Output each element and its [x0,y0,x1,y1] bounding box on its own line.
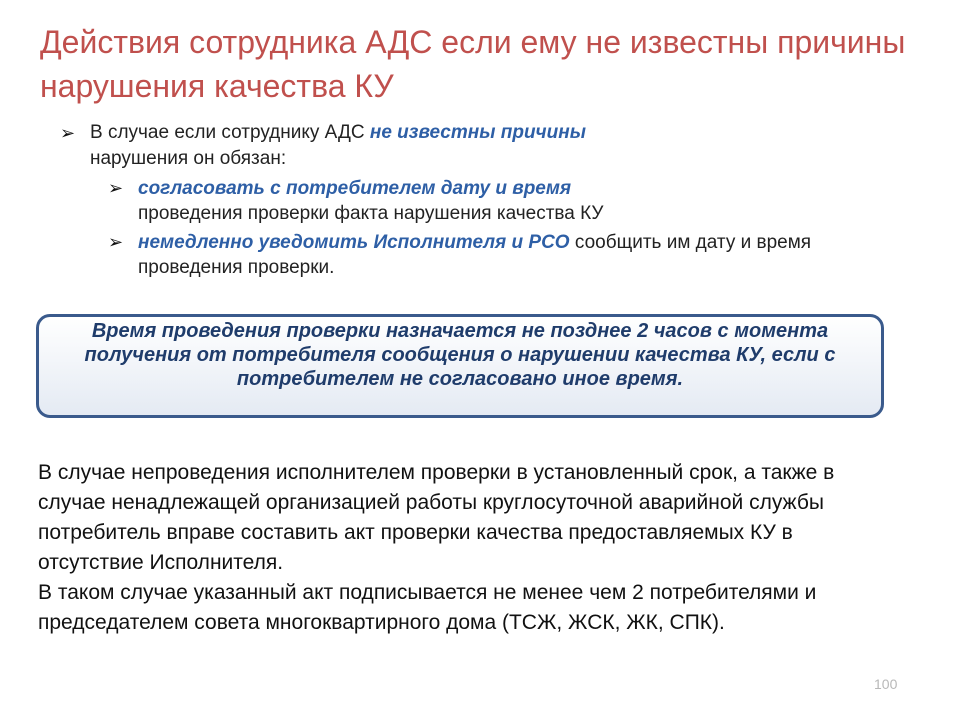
callout-box [36,314,884,418]
callout-text: Время проведения проверки назначается не позднее 2 часов с момента получения от потребителя сообщения о нарушении качества КУ, если с потребителем не согласовано иное время [84,320,836,390]
arrow-bullet-icon: ➢ [108,178,124,198]
page-number: 100 [874,676,898,692]
paragraph: В таком случае указанный акт подписывается не менее чем 2 потребителями и председателем совета многоквартирного дома (ТСЖ, ЖСК, ЖК, СПК). [38,581,817,634]
arrow-bullet-icon: ➢ [60,123,76,143]
slide-title: Действия сотрудника АДС если ему не известны причины нарушения качества КУ [40,24,906,104]
bullet-list [60,120,860,280]
callout-end: . [677,368,684,390]
arrow-bullet-icon: ➢ [108,232,124,252]
sub-bullet-item [108,176,860,226]
bullet-tail: нарушения он обязан: [90,148,287,169]
sub-bullet-emphasis: согласовать с потребителем дату и время [138,178,572,199]
bullet-lead: В случае если сотруднику АДС [90,122,370,143]
bullet-emphasis: не известны причины [369,122,586,143]
sub-bullet-tail: сообщить им дату и время проведения проверки. [138,232,812,278]
bullet-item [60,120,860,172]
sub-bullet-tail: проведения проверки факта нарушения качества КУ [138,203,604,224]
sub-bullet-item [108,230,860,280]
sub-bullet-emphasis: немедленно уведомить Исполнителя и РСО [138,232,570,253]
paragraph: В случае непроведения исполнителем проверки в установленный срок, а также в случае ненадлежащей организацией работы круглосуточной аварийной службы потребитель вправе составить акт проверки качества предоставляемых КУ в отсутствие Исполнителя. [38,461,835,574]
body-text [38,458,868,638]
